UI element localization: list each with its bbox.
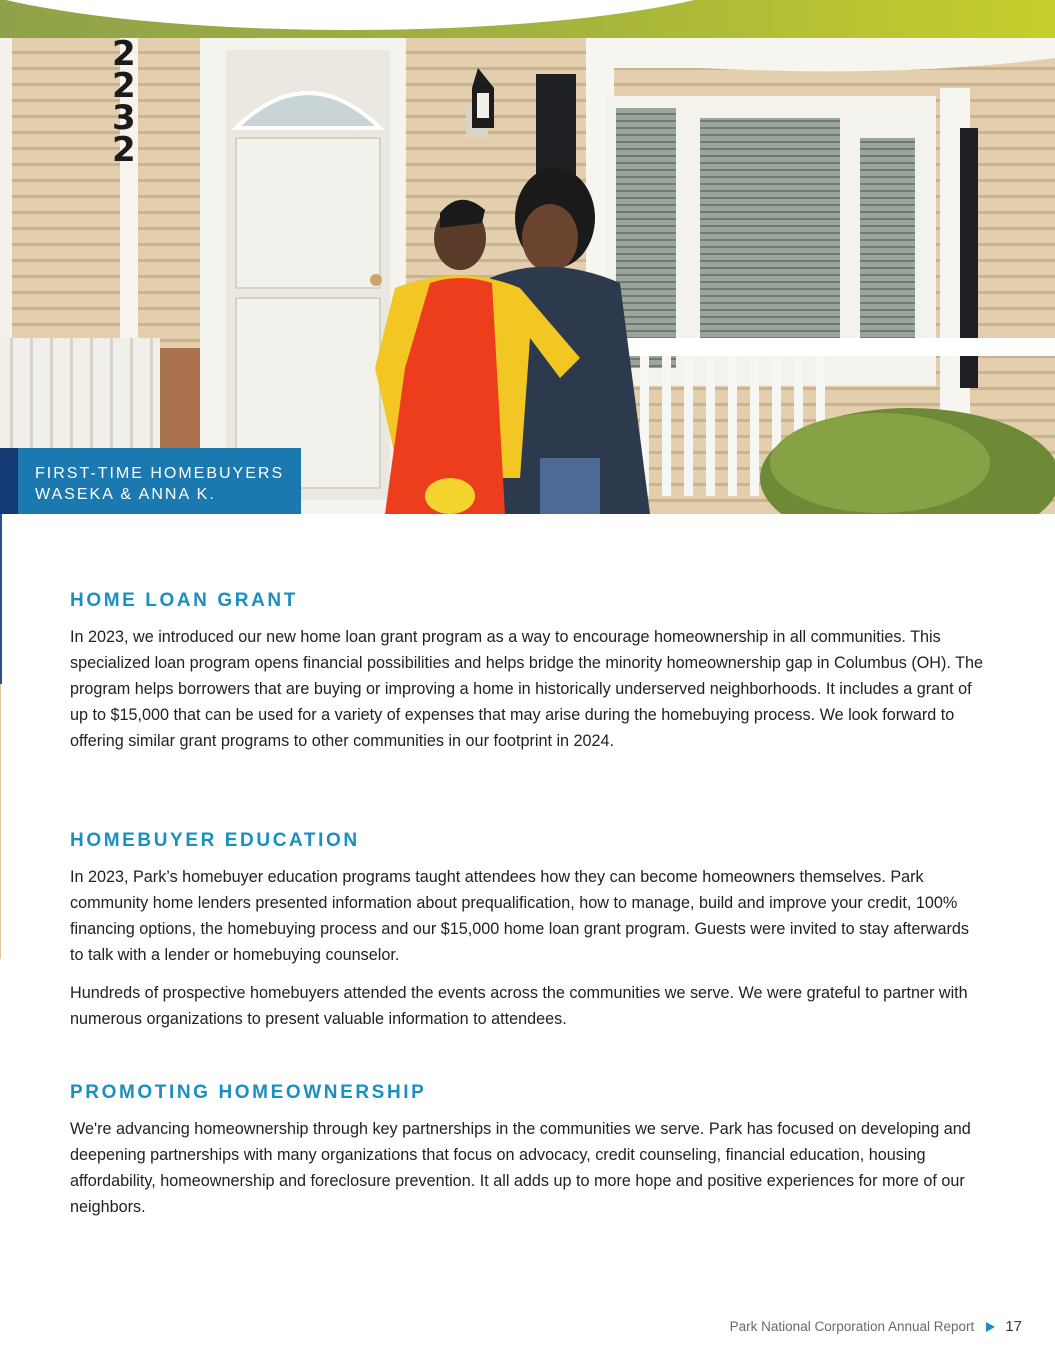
section-promoting-homeownership <box>70 1080 985 1232</box>
house-number: 2232 <box>112 38 136 170</box>
left-margin-rule <box>0 514 2 684</box>
section-paragraph: In 2023, Park’s homebuyer education programs taught attendees how they can become homeowners themselves. Park community home lenders presented information about prequalification, how to manage, build and improve your credit, 100% financing options, the homebuying process and our $15,000 home loan grant program. Guests were invited to stay afterwards to talk with a lender or homebuying counselor. <box>70 868 969 964</box>
photo-caption <box>0 448 301 514</box>
hero-photo <box>0 38 1055 514</box>
report-title: Park National Corporation Annual Report <box>729 1319 975 1334</box>
section-paragraph: We're advancing homeownership through key partnerships in the communities we serve. Park has focused on developing and deepening partnerships with many organizations that focus on advocacy, credit counseling, financial education, housing affordability, homeownership and foreclosure prevention. It all adds up to more hope and positive experiences for more of our neighbors. <box>70 1120 971 1216</box>
left-margin-rule-lower <box>0 684 1 959</box>
caption-accent <box>0 448 18 514</box>
section-heading: PROMOTING HOMEOWNERSHIP <box>70 1082 427 1103</box>
section-homebuyer-education <box>70 828 985 1044</box>
page-footer <box>730 1318 1022 1335</box>
section-home-loan-grant <box>70 588 985 766</box>
section-heading: HOME LOAN GRANT <box>70 590 298 611</box>
play-arrow-icon <box>986 1322 995 1332</box>
band-swoosh <box>0 0 780 30</box>
section-heading: HOMEBUYER EDUCATION <box>70 830 360 851</box>
top-decorative-band <box>0 0 1055 40</box>
caption-line-1: FIRST-TIME HOMEBUYERS <box>35 465 285 482</box>
section-paragraph: In 2023, we introduced our new home loan grant program as a way to encourage homeownership in all communities. This specialized loan program opens financial possibilities and helps bridge the minority homeownership gap in Columbus (OH). The program helps borrowers that are buying or improving a home in historically underserved neighborhoods. It includes a grant of up to $15,000 that can be used for a variety of expenses that may arise during the homebuying process. We look forward to offering similar grant programs to other communities in our footprint in 2024. <box>70 628 983 750</box>
caption-line-2: WASEKA & ANNA K. <box>35 486 216 503</box>
page-number: 17 <box>1005 1318 1022 1335</box>
section-paragraph: Hundreds of prospective homebuyers attended the events across the communities we serve. We were grateful to partner with numerous organizations to present valuable information to attendees. <box>70 984 968 1028</box>
